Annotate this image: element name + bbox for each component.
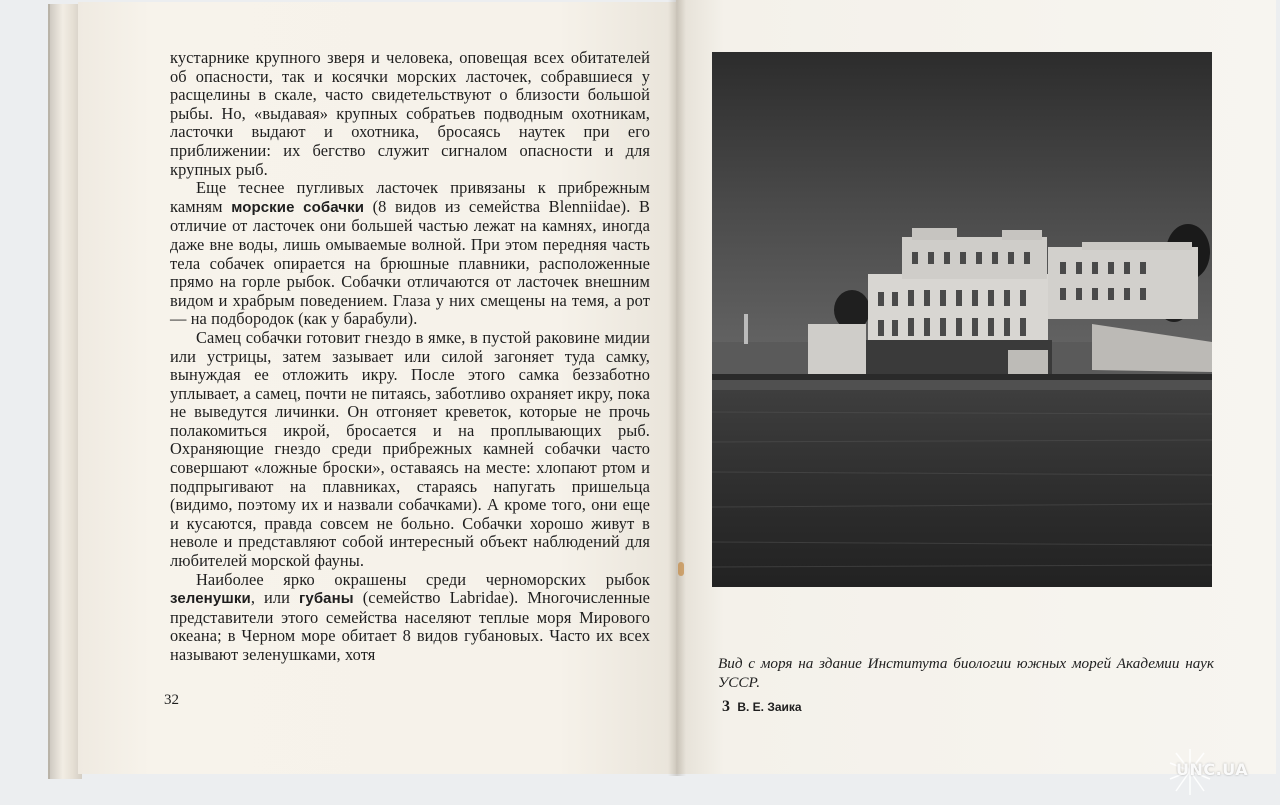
bold-term: морские собачки [231,198,365,216]
text-segment: кустарнике крупного зверя и человека, оповещая всех обитателей об опасности, так и косячки морских ласточек, собравшиеся у расщелины в скале, часто свидетельствуют о близости большой рыбы. Но, «выдавая» крупных собратьев подводным охотникам, ласточки выдают и охотника, бросаясь наутек при его приближении: их бегство служит сигналом опасности и для крупных рыб. [170,48,650,179]
bold-term: губаны [299,590,354,608]
book-page-edges [48,4,82,779]
paper-stain [678,562,684,576]
text-segment: Наиболее ярко окрашены среди черноморских рыбок [196,569,650,589]
text-paragraph [170,179,650,329]
signature-author: В. Е. Заика [737,700,802,714]
left-page-text [170,49,650,665]
photo-caption: Вид с моря на здание Института биологии южных морей Академии наук УССР. [718,655,1214,691]
watermark-text: UNC.UA [1176,760,1249,779]
text-paragraph [170,329,650,571]
photo-institute-building-icon [712,52,1212,587]
watermark [1166,745,1276,797]
text-segment: (8 видов из семейства Blenniidae). В отличие от ласточек они большей частью лежат на камнях, иногда даже вне воды, лишь омываемые волной. При этом передняя часть тела собачек опирается на брюшные плавники, расположенные прямо на горле рыбок. Собачки отличаются от ласточек внешним видом и храбрым поведением. Глаза у них смещены на темя, а рот — на подбородок (как у барабули). [170,196,651,329]
text-segment: , или [250,588,300,608]
text-segment: (семейство Labridae). Многочисленные представители этого семейства населяют теплые моря Мирового океана; в Черном море обитает 8 видов губановых. Часто их всех называют зеленушками, хотя [170,588,650,664]
printer-signature [722,698,802,716]
text-segment: Еще теснее пугливых ласточек привязаны к прибрежным камням [170,178,650,216]
page-number: 32 [164,692,179,708]
bold-term: зеленушки [170,590,251,608]
left-page [78,2,676,774]
text-paragraph [170,49,650,179]
institute-photo [712,52,1212,587]
right-page [676,0,1276,774]
text-paragraph [170,571,650,665]
book-gutter [668,0,686,776]
signature-number: 3 [722,698,730,715]
text-segment: Самец собачки готовит гнездо в ямке, в пустой раковине мидии или устрицы, затем зазывает или силой загоняет туда самку, вынуждая ее отложить икру. После этого самка беззаботно уплывает, а самец, почти не питаясь, заботливо охраняет икру, пока не выведутся личинки. Он отгоняет креветок, которые не прочь полакомиться икрой, бросается и на проплывающих рыб. Охраняющие гнездо среди прибрежных камней собачки часто совершают «ложные броски», оставаясь на месте: хлопают ртом и подпрыгивают на плавниках, стараясь напугать пришельца (видимо, поэтому их и назвали собачками). А кроме того, они еще и кусаются, правда совсем не больно. Собачки хорошо живут в неволе и представляют собой интересный объект наблюдений для любителей морской фауны. [170,327,650,571]
